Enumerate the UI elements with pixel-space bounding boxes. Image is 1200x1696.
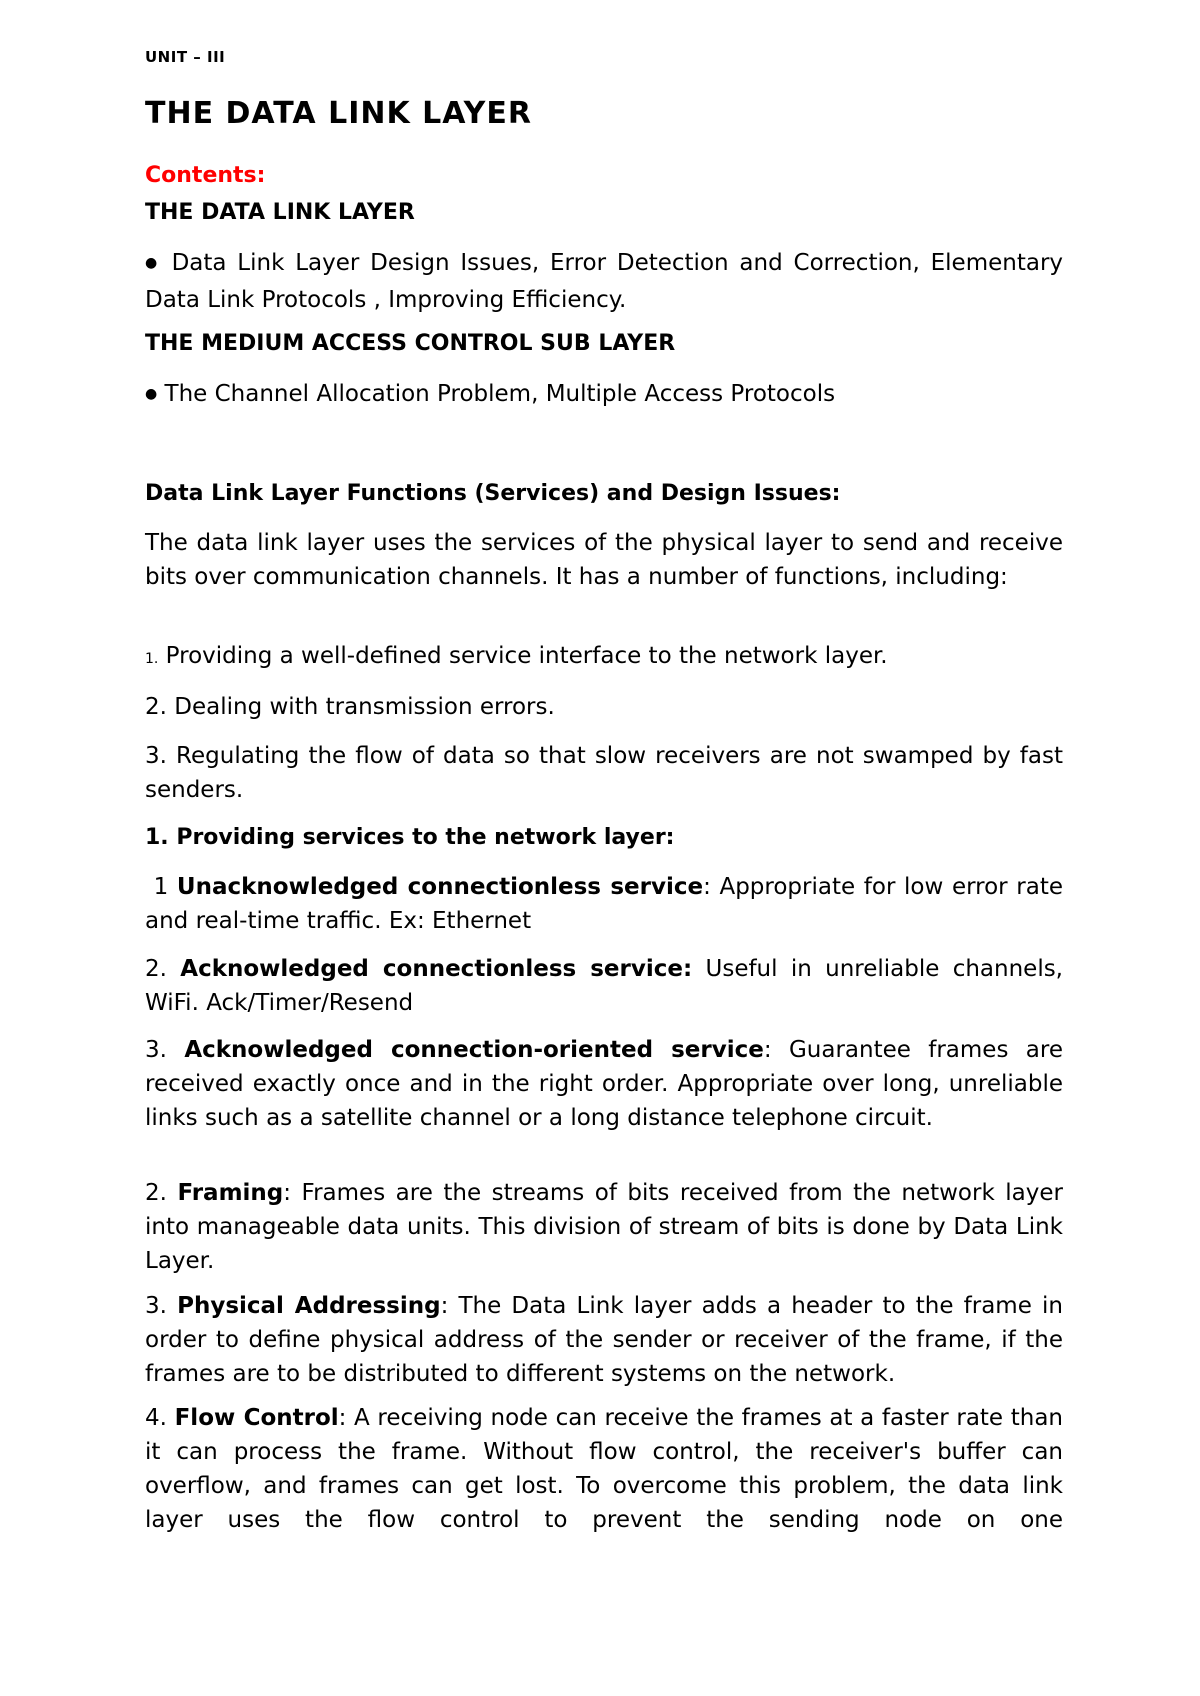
function-item bbox=[145, 690, 1063, 724]
service-text: : Guarantee frames are received exactly once and in the right order. Appropriate over long, unreliable links such as a satellite channel or a long distance telephone circuit. bbox=[145, 1037, 1063, 1131]
function-item bbox=[145, 639, 1063, 676]
unit-label: UNIT – III bbox=[145, 48, 226, 66]
service-item bbox=[145, 952, 1063, 1020]
service-text: Useful in unreliable channels, WiFi. Ack/Timer/Resend bbox=[145, 956, 1063, 1016]
section2-heading: THE MEDIUM ACCESS CONTROL SUB LAYER bbox=[145, 331, 676, 356]
topic-text: : A receiving node can receive the frames at a faster rate than it can process the frame. Without flow control, the receiver's buffer can overflow, and frames can get lost. To overcome this problem, the data link layer uses the flow control to prevent the sending node on one bbox=[145, 1405, 1063, 1533]
function-number: 1. bbox=[145, 651, 159, 667]
service-item bbox=[145, 870, 1063, 938]
topic-number: 4. bbox=[145, 1405, 175, 1431]
functions-heading: Data Link Layer Functions (Services) and Design Issues: bbox=[145, 481, 841, 506]
topic-name: Physical Addressing bbox=[177, 1293, 441, 1319]
topic-number: 3. bbox=[145, 1293, 178, 1319]
topic-text: : Frames are the streams of bits received from the network layer into manageable data units. This division of stream of bits is done by Data Link Layer. bbox=[145, 1180, 1063, 1274]
services-heading: 1. Providing services to the network layer: bbox=[145, 825, 675, 850]
service-name: Unacknowledged connectionless service bbox=[176, 874, 704, 900]
function-text: Regulating the flow of data so that slow receivers are not swamped by fast senders. bbox=[145, 743, 1063, 803]
service-item bbox=[145, 1033, 1063, 1135]
function-item bbox=[145, 739, 1063, 807]
topic-text: : The Data Link layer adds a header to the frame in order to define physical address of the sender or receiver of the frame, if the frames are to be distributed to different systems on the network. bbox=[145, 1293, 1063, 1387]
service-text: : Appropriate for low error rate and real-time traffic. Ex: Ethernet bbox=[145, 874, 1063, 934]
function-text: Providing a well-defined service interface to the network layer. bbox=[158, 643, 888, 669]
service-number: 3. bbox=[145, 1037, 185, 1063]
topic-item bbox=[145, 1176, 1063, 1278]
topic-item bbox=[145, 1401, 1063, 1537]
page-title: THE DATA LINK LAYER bbox=[145, 96, 532, 131]
service-number: 1 bbox=[145, 874, 177, 900]
contents-label: Contents: bbox=[145, 163, 266, 188]
bullet-icon: ● bbox=[145, 255, 161, 271]
topic-item bbox=[145, 1289, 1063, 1391]
bullet-icon: ● bbox=[145, 386, 158, 402]
section1-bullet bbox=[145, 246, 1063, 317]
topic-name: Framing bbox=[177, 1180, 284, 1206]
topic-name: Flow Control bbox=[174, 1405, 339, 1431]
section1-bullet-text: Data Link Layer Design Issues, Error Detection and Correction, Elementary Data Link Protocols , Improving Efficiency. bbox=[145, 250, 1064, 313]
service-number: 2. bbox=[145, 956, 181, 982]
service-name: Acknowledged connection-oriented service bbox=[184, 1037, 764, 1063]
section2-bullet bbox=[145, 377, 1063, 414]
function-number: 3. bbox=[145, 743, 167, 769]
intro-paragraph: The data link layer uses the services of the physical layer to send and receive bits over communication channels. It has a number of functions, including: bbox=[145, 530, 1063, 590]
service-name: Acknowledged connectionless service: bbox=[180, 956, 693, 982]
topic-number: 2. bbox=[145, 1180, 178, 1206]
function-number: 2. bbox=[145, 694, 167, 720]
section1-heading: THE DATA LINK LAYER bbox=[145, 200, 415, 225]
section2-bullet-text: The Channel Allocation Problem, Multiple Access Protocols bbox=[164, 381, 836, 407]
function-text: Dealing with transmission errors. bbox=[166, 694, 555, 720]
